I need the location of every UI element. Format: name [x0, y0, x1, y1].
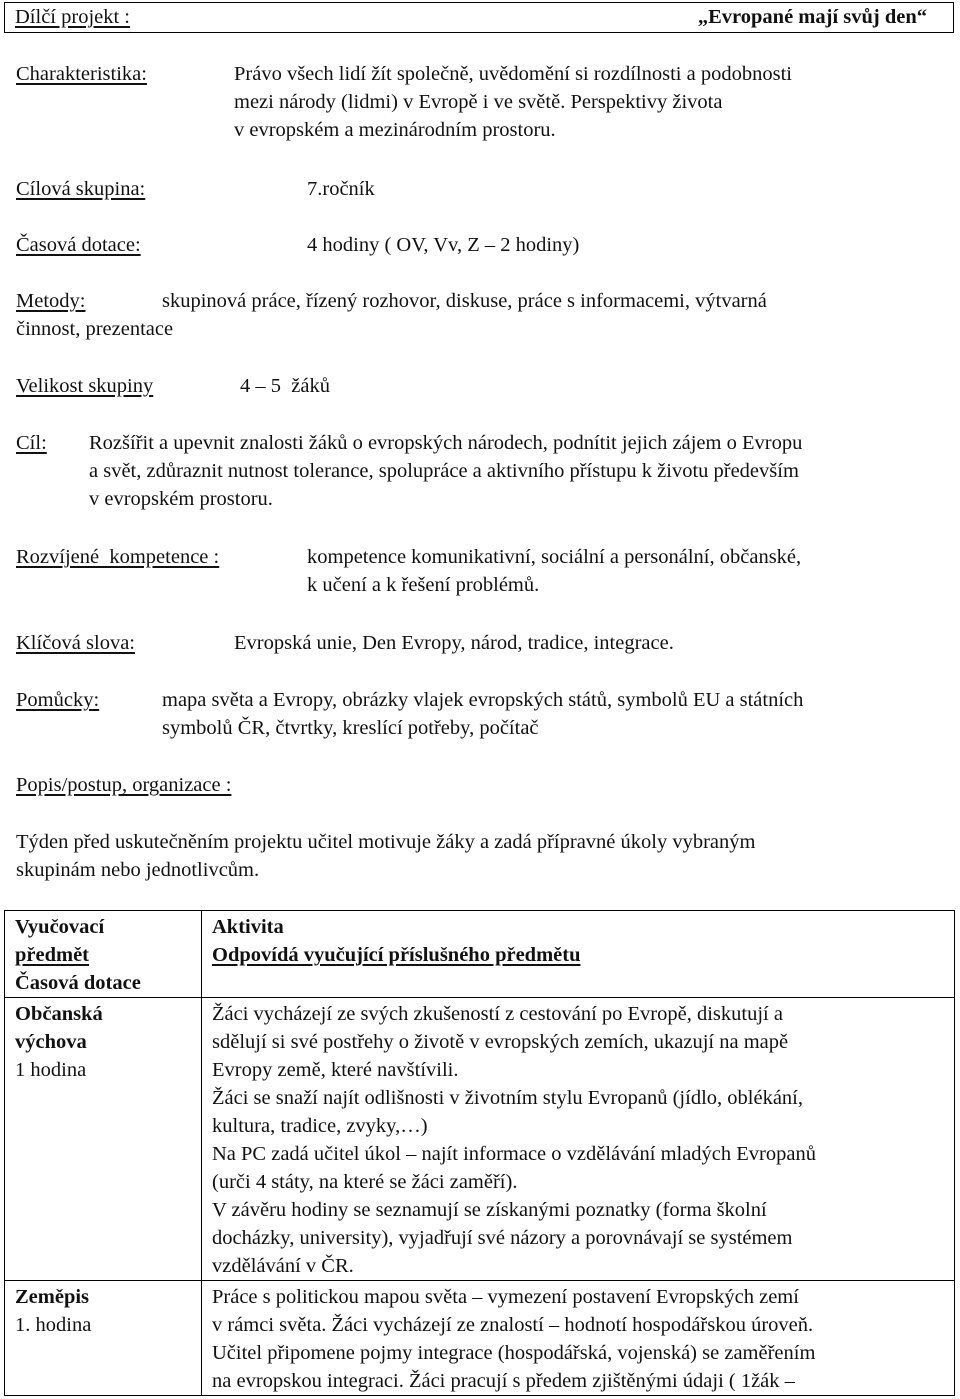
tools-line: mapa světa a Evropy, obrázky vlajek evropských států, symbolů EU a státních [162, 689, 804, 711]
procedure-line: skupinám nebo jednotlivcům. [16, 859, 260, 881]
characteristics-line: v evropském a mezinárodním prostoru. [234, 119, 556, 141]
project-header-label: Dílčí projekt : [15, 6, 131, 28]
activity-line: docházky, university), vyjadřují své názory a porovnávají se systémem [212, 1227, 793, 1249]
keywords-label: Klíčová slova: [16, 632, 135, 654]
competences-line: k učení a k řešení problémů. [307, 574, 540, 596]
activity-line: (urči 4 státy, na které se žáci zaměří). [212, 1171, 518, 1193]
group-size-label: Velikost skupiny [16, 375, 154, 397]
goal-label: Cíl: [16, 432, 47, 454]
table-header-line: Odpovídá vyučující příslušného předmětu [212, 944, 581, 966]
table-cell-activity [202, 1281, 955, 1396]
table-cell-activity [202, 998, 955, 1281]
table-cell-subject [5, 1281, 202, 1396]
activity-line: sdělují si své postřehy o životě v evropských zemích, ukazují na mapě [212, 1031, 789, 1053]
project-title: „Evropané mají svůj den“ [697, 6, 927, 28]
table-row [5, 1281, 955, 1396]
tools-label: Pomůcky: [16, 689, 100, 711]
methods-label: Metody: [16, 290, 86, 312]
goal-text [89, 429, 802, 513]
activity-line: kultura, tradice, zvyky,…) [212, 1115, 428, 1137]
project-header [4, 2, 954, 33]
methods-line: skupinová práce, řízený rozhovor, diskuse, práce s informacemi, výtvarná [162, 290, 767, 312]
characteristics-line: mezi národy (lidmi) v Evropě i ve světě. Perspektivy života [234, 91, 723, 113]
table-cell-subject [5, 998, 202, 1281]
keywords-value: Evropská unie, Den Evropy, národ, tradice, integrace. [234, 632, 674, 654]
subject-hours: 1 hodina [15, 1059, 87, 1081]
procedure-label: Popis/postup, organizace : [16, 774, 232, 796]
characteristics-label: Charakteristika: [16, 63, 147, 85]
time-allocation-label: Časová dotace: [16, 234, 141, 256]
characteristics-text [234, 60, 792, 144]
competences-label: Rozvíjené kompetence : [16, 546, 220, 568]
table-header-line: Aktivita [212, 916, 284, 938]
goal-line: a svět, zdůraznit nutnost tolerance, spolupráce a aktivního přístupu k životu především [89, 460, 799, 482]
table-header-line: Vyučovací [15, 916, 105, 938]
tools-line: symbolů ČR, čtvrtky, kreslící potřeby, počítač [162, 717, 539, 739]
activity-line: v rámci světa. Žáci vycházejí ze znalostí – hodnotí hospodářskou úroveň. [212, 1314, 814, 1336]
target-group-value: 7.ročník [307, 178, 375, 200]
group-size-value: 4 – 5 žáků [240, 375, 330, 397]
activity-line: Práce s politickou mapou světa – vymezení postavení Evropských zemí [212, 1286, 799, 1308]
activity-line: Na PC zadá učitel úkol – najít informace o vzdělávání mladých Evropanů [212, 1143, 816, 1165]
subject-name: Občanská [15, 1003, 103, 1025]
time-allocation-value: 4 hodiny ( OV, Vv, Z – 2 hodiny) [307, 234, 580, 256]
subject-name: Zeměpis [15, 1286, 90, 1308]
subject-name: výchova [15, 1031, 87, 1053]
target-group-label: Cílová skupina: [16, 178, 146, 200]
competences-line: kompetence komunikativní, sociální a personální, občanské, [307, 546, 802, 568]
activity-line: V závěru hodiny se seznamují se získanými poznatky (forma školní [212, 1199, 767, 1221]
procedure-line: Týden před uskutečněním projektu učitel motivuje žáky a zadá přípravné úkoly vybraným [16, 831, 756, 853]
table-header-line: předmět [15, 944, 90, 966]
activity-line: na evropskou integraci. Žáci pracují s předem zjištěnými údaji ( 1žák – [212, 1370, 795, 1392]
activity-line: Evropy země, které navštívili. [212, 1059, 459, 1081]
activity-table [4, 910, 955, 1396]
activity-line: vzdělávání v ČR. [212, 1255, 354, 1277]
methods-line: činnost, prezentace [16, 318, 174, 340]
subject-hours: 1. hodina [15, 1314, 92, 1336]
goal-line: v evropském prostoru. [89, 488, 273, 510]
table-header-subject [5, 911, 202, 998]
activity-line: Žáci vycházejí ze svých zkušeností z cestování po Evropě, diskutují a [212, 1003, 783, 1025]
table-header-line: Časová dotace [15, 972, 141, 994]
characteristics-line: Právo všech lidí žít společně, uvědomění si rozdílnosti a podobnosti [234, 63, 792, 85]
activity-line: Učitel připomene pojmy integrace (hospodářská, vojenská) se zaměřením [212, 1342, 816, 1364]
table-header-row [5, 911, 955, 998]
activity-line: Žáci se snaží najít odlišnosti v životním stylu Evropanů (jídlo, oblékání, [212, 1087, 803, 1109]
competences-text [307, 543, 801, 599]
table-header-activity [202, 911, 955, 998]
tools-text [162, 686, 803, 742]
procedure-text [16, 828, 755, 884]
table-row [5, 998, 955, 1281]
goal-line: Rozšířit a upevnit znalosti žáků o evropských národech, podnítit jejich zájem o Evropu [89, 432, 803, 454]
